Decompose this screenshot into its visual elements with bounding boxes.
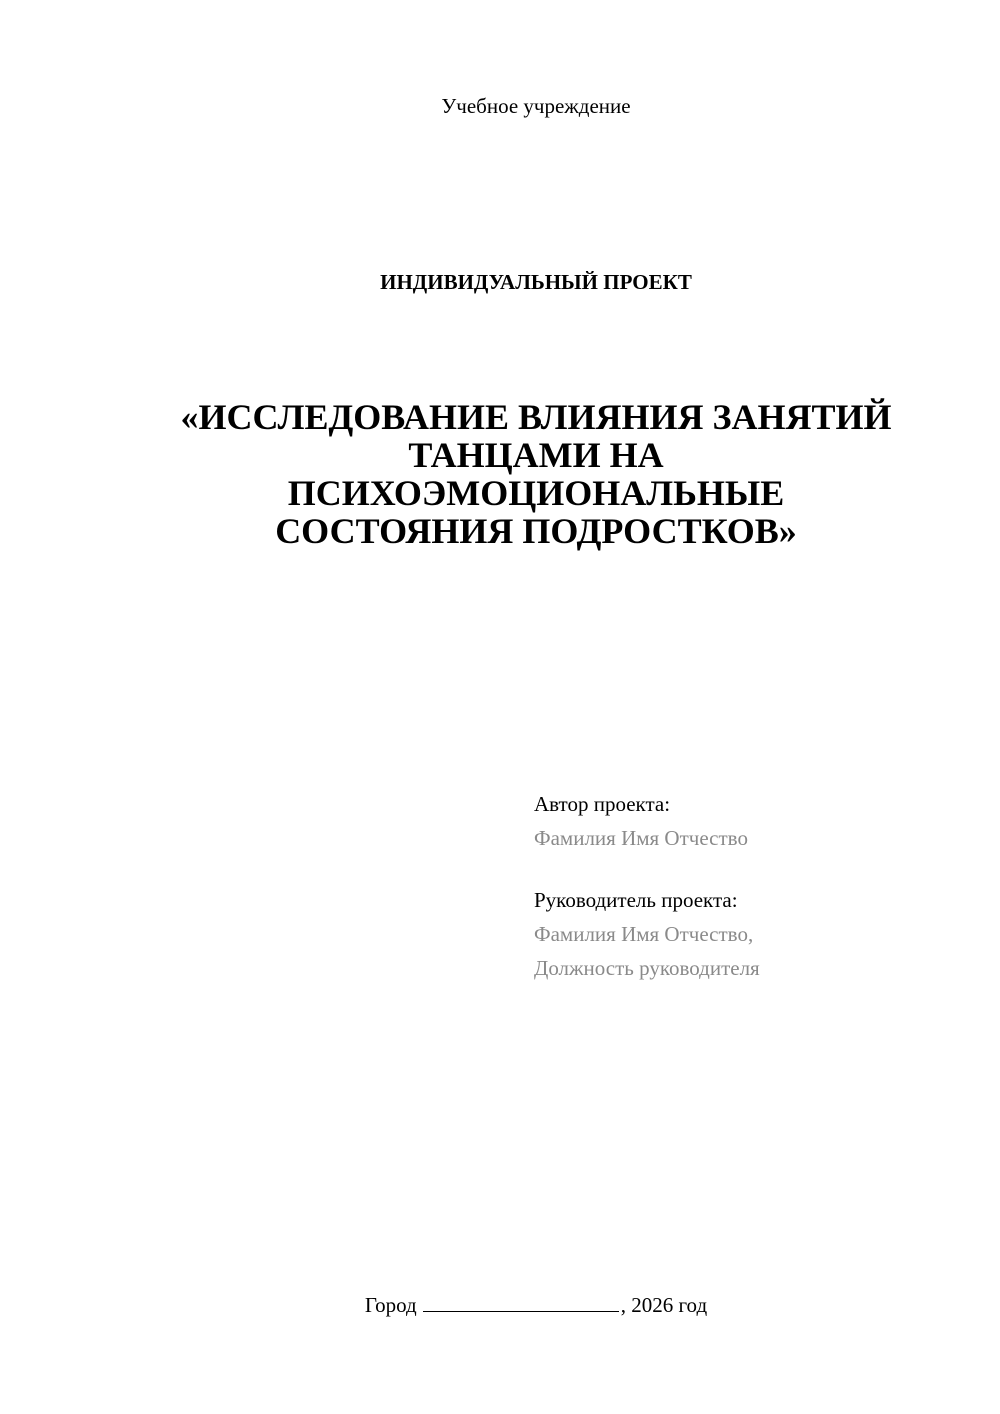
supervisor-position-placeholder: Должность руководителя (534, 956, 760, 980)
project-title-line: «ИССЛЕДОВАНИЕ ВЛИЯНИЯ ЗАНЯТИЙ (180, 397, 892, 437)
project-title (72, 398, 1000, 550)
author-label: Автор проекта: (534, 792, 671, 816)
year-text: , 2026 год (620, 1293, 708, 1317)
city-blank-line (423, 1291, 619, 1312)
author-name-placeholder: Фамилия Имя Отчество (534, 826, 748, 850)
project-title-line: СОСТОЯНИЯ ПОДРОСТКОВ» (275, 511, 797, 551)
credits-spacer (534, 855, 964, 883)
credits-block (534, 787, 964, 985)
supervisor-name-placeholder: Фамилия Имя Отчество, (534, 922, 754, 946)
project-title-line: ТАНЦАМИ НА (408, 435, 664, 475)
document-type-heading: ИНДИВИДУАЛЬНЫЙ ПРОЕКТ (380, 270, 692, 294)
city-label: Город (364, 1293, 417, 1317)
institution-name: Учебное учреждение (441, 94, 631, 118)
project-title-line: ПСИХОЭМОЦИОНАЛЬНЫЕ (287, 473, 785, 513)
supervisor-label: Руководитель проекта: (534, 888, 738, 912)
city-year-line (72, 1290, 1000, 1320)
